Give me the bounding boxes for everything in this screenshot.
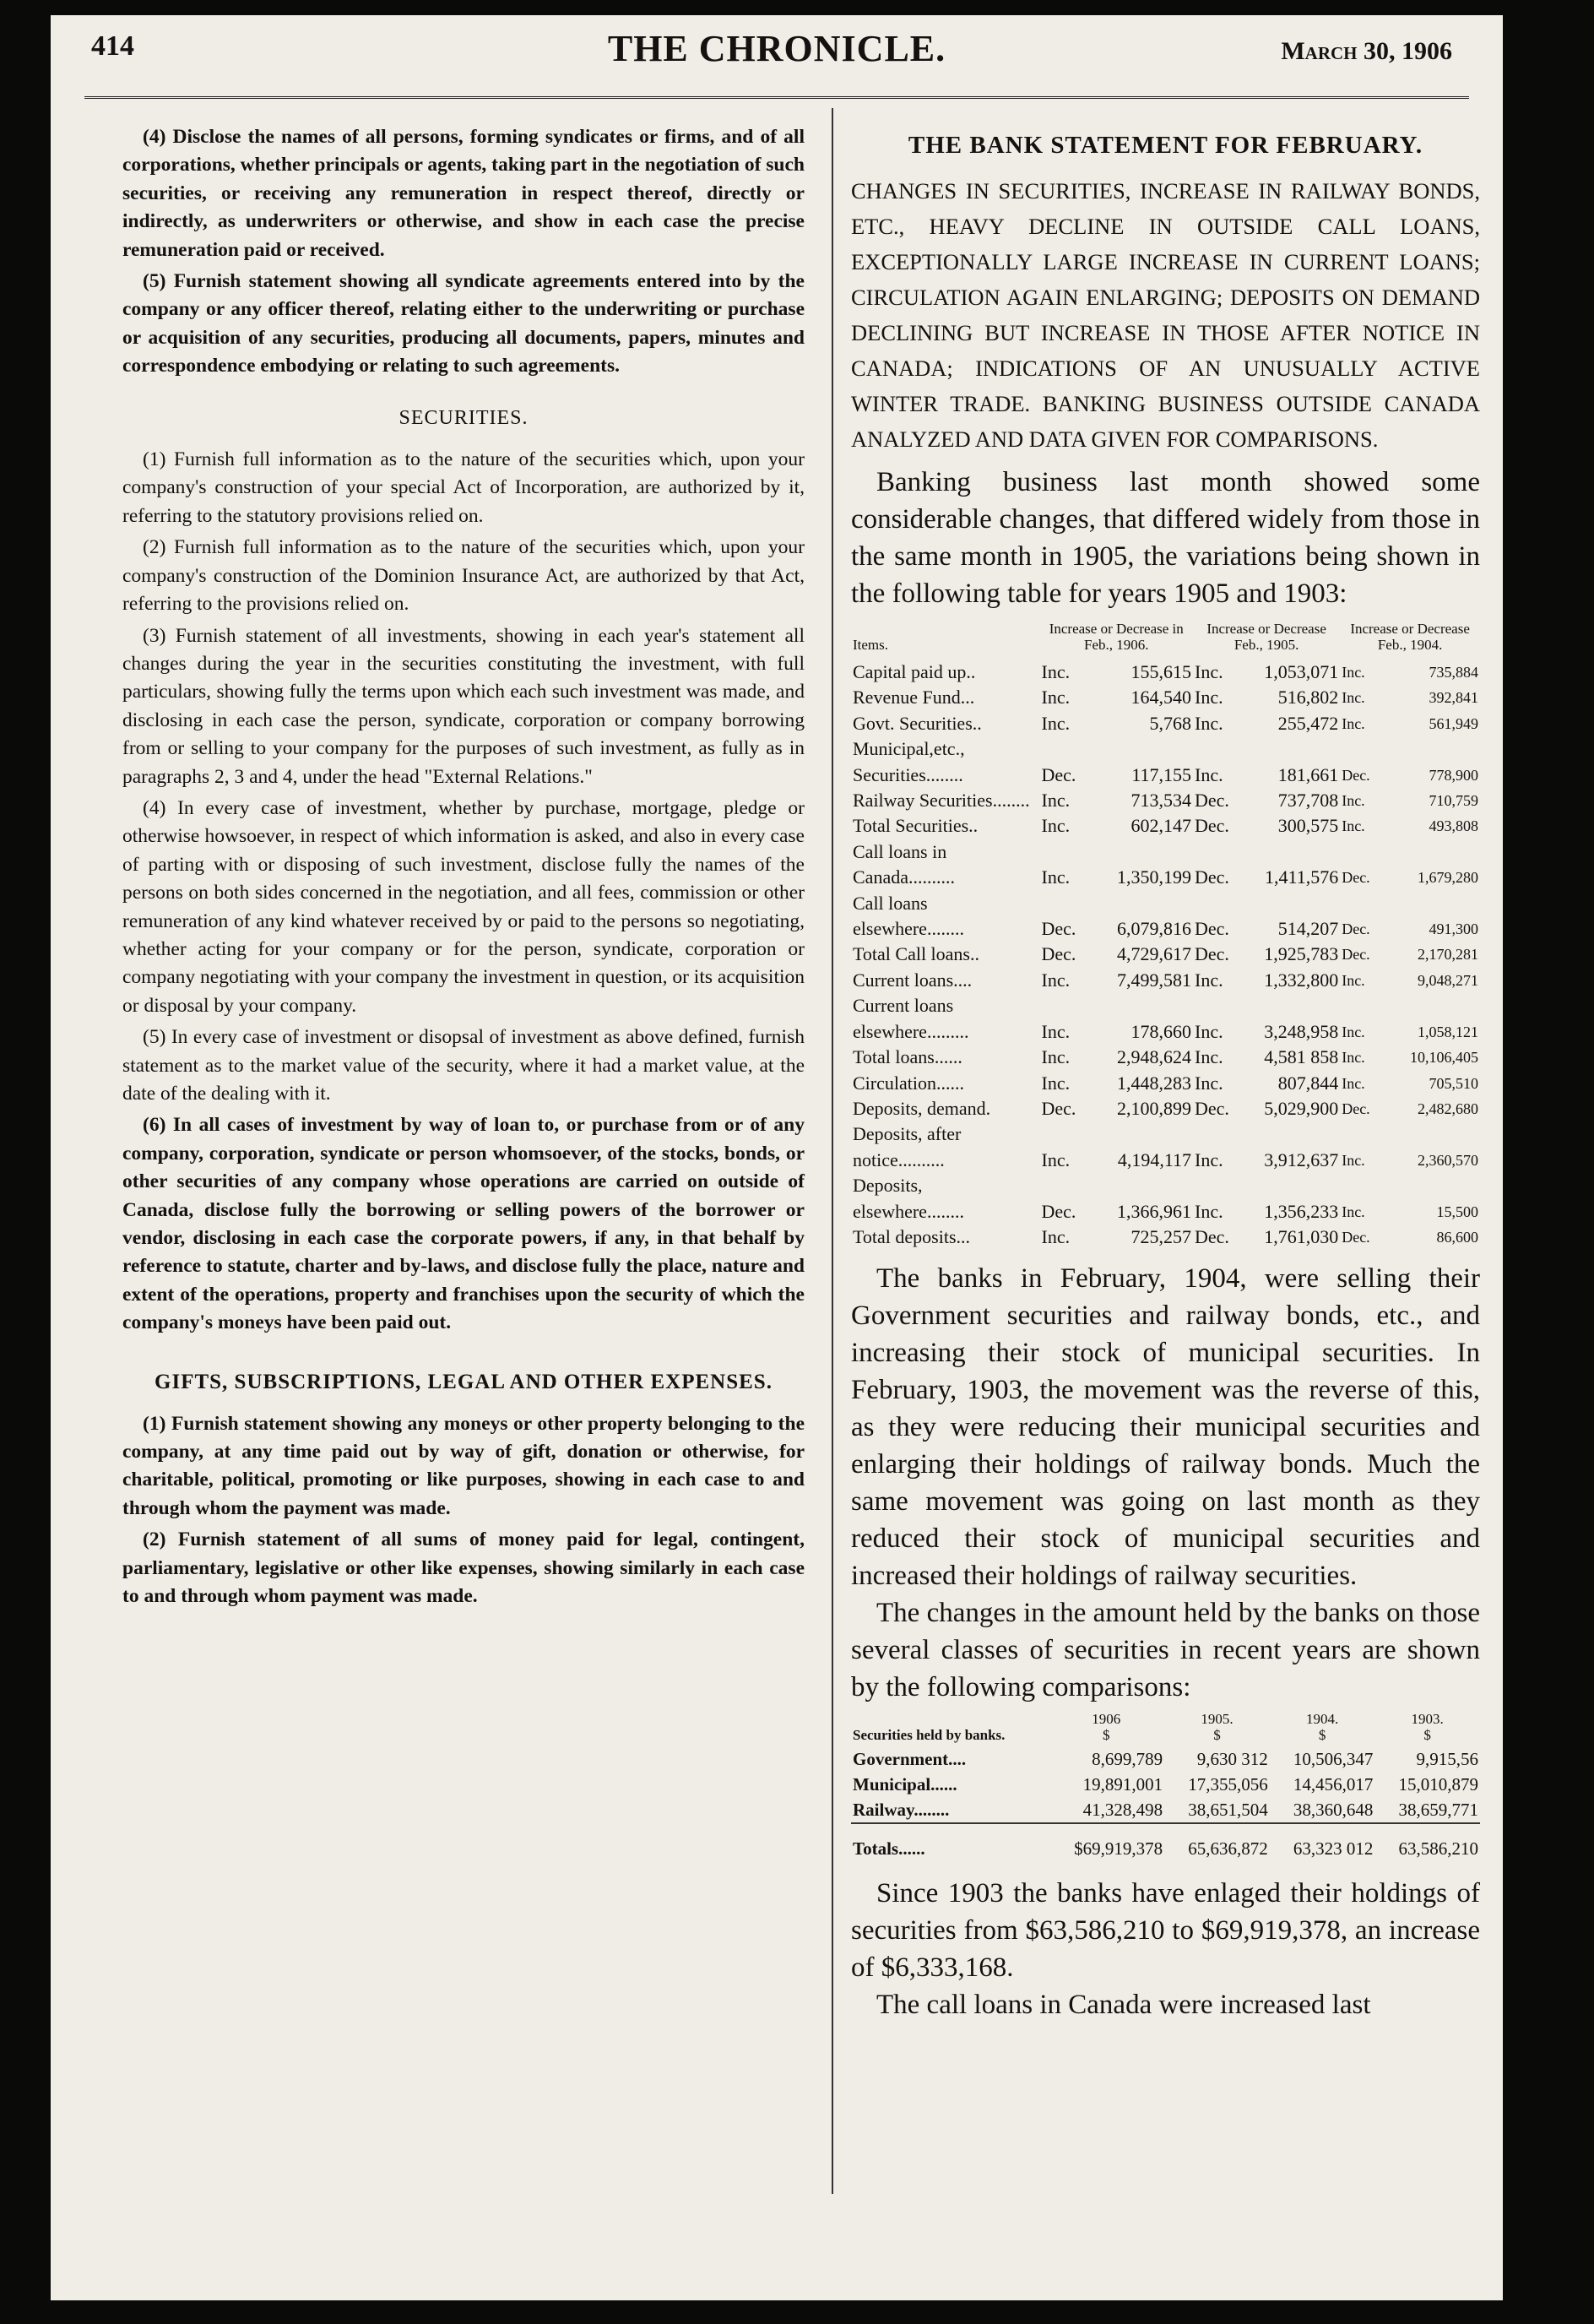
row-value: 4,729,617 [1117,943,1191,965]
row-direction: Dec. [1195,815,1229,837]
row-direction: Inc. [1342,1023,1365,1040]
row-direction: Inc. [1041,969,1071,991]
table-row [851,1746,1480,1772]
row-value: 4,194,117 [1117,1148,1191,1170]
column-divider [832,108,833,2194]
row-value: 807,844 [1277,1072,1339,1094]
row-value: 1,332,800 [1264,969,1339,991]
row-direction: Inc. [1342,1049,1365,1067]
column-header-year: 1904. $ [1305,1711,1339,1744]
row-direction: Dec. [1195,866,1229,888]
row-value: 255,472 [1277,712,1339,734]
paragraph: (1) Furnish full information as to the nature of the securities which, upon your company's construction of your special Act of Incorporation, are authorized by it, referring to the statutory provisions relied on. [122,448,805,527]
row-value: 491,300 [1429,920,1478,938]
row-value: 516,802 [1277,687,1339,709]
row-direction: Inc. [1041,1046,1071,1068]
row-value: 10,506,347 [1293,1749,1374,1770]
row-direction: Inc. [1041,712,1071,734]
row-value: 561,949 [1429,714,1478,732]
row-direction: Inc. [1342,1203,1365,1220]
row-value: 1,058,121 [1418,1023,1478,1040]
row-value: 38,360,648 [1293,1800,1374,1821]
table-row [851,1797,1480,1823]
row-value: 1,411,576 [1265,866,1339,888]
row-value: 1,356,233 [1264,1200,1339,1222]
column-header-1906: Increase or Decrease in Feb., 1906. [1049,621,1184,653]
right-column [851,132,1480,2023]
row-item-label: Railway Securities........ [853,790,1030,812]
row-value: 17,355,056 [1188,1774,1268,1795]
row-value: 514,207 [1277,918,1339,940]
row-direction: Inc. [1195,661,1223,682]
row-direction: Inc. [1342,817,1365,835]
paragraph: The changes in the amount held by the banks on those several classes of securities in recent years are shown by the following comparisons: [851,1598,1480,1703]
row-direction: Dec. [1342,1228,1370,1246]
row-value: 1,366,961 [1117,1200,1191,1222]
paragraph: (5) In every case of investment or disopsal of investment as above defined, furnish statement as to the market value of the security, where it had a market value, at the date of the dealing with it. [122,1026,805,1105]
row-direction: Inc. [1195,1148,1223,1170]
bank-changes-table [851,621,1480,1250]
row-value: 710,759 [1429,792,1478,810]
row-direction: Inc. [1041,661,1071,682]
paragraph: Banking business last month showed some considerable changes, that differed widely from those in the same month in 1905, the variations being shown in the following table for years 1905 and 1903: [851,467,1480,609]
row-value: 9,915,56 [1416,1749,1478,1770]
header-rule [84,96,1469,99]
total-value: $69,919,378 [1048,1823,1164,1861]
row-value: 86,600 [1436,1228,1478,1246]
row-direction: Inc. [1342,1074,1365,1092]
row-item-label: Deposits, after notice.......... [853,1123,962,1170]
row-direction: Dec. [1195,1225,1229,1247]
row-direction: Inc. [1041,1072,1071,1094]
row-value: 7,499,581 [1117,969,1191,991]
table-row [851,993,1480,1045]
row-item-label: Total Securities.. [853,815,979,837]
row-direction: Inc. [1041,790,1071,812]
paragraph: (2) Furnish full information as to the nature of the securities which, upon your company's construction of the Dominion Insurance Act, are authorized by that Act, referring to the provisions relied on. [122,536,805,616]
row-item-label: Municipal,etc., Securities........ [853,738,965,785]
row-value: 41,328,498 [1082,1800,1163,1821]
table-header-row [851,621,1480,660]
row-value: 1,679,280 [1418,869,1478,887]
total-value: 63,323 012 [1270,1823,1375,1861]
row-value: 2,948,624 [1117,1046,1191,1068]
row-value: 19,891,001 [1082,1774,1163,1795]
row-direction: Inc. [1342,689,1365,707]
row-direction: Inc. [1342,664,1365,681]
paragraph: (6) In all cases of investment by way of loan to, or purchase from or of any company, corporation, syndicate or person whomsoever, of the stocks, bonds, or other securities of any company whose operations are carried on outside of Canada, disclose fully the borrowing or selling powers of the borrower or vendor, disclosing in each case the corporate powers, if any, in that behalf by reference to statute, charter and by-laws, and disclose fully the place, nature and extent of the operations, property and franchises upon the security of which the company's moneys have been paid out. [122,1114,805,1334]
table-row [851,1096,1480,1121]
row-direction: Inc. [1342,792,1365,810]
column-header-label: Securities held by banks. [853,1727,1006,1744]
table-row [851,788,1480,813]
row-item-label: Circulation...... [853,1072,964,1094]
row-value: 1,761,030 [1264,1225,1339,1247]
row-value: 705,510 [1429,1074,1478,1092]
row-direction: Dec. [1342,1100,1370,1117]
totals-row [851,1823,1480,1861]
table-header-row [851,1711,1480,1746]
row-direction: Dec. [1041,918,1076,940]
issue-date: March 30, 1906 [1281,37,1452,65]
table-row [851,813,1480,839]
row-direction: Inc. [1041,687,1071,709]
row-direction: Dec. [1342,869,1370,887]
row-label: Government.... [853,1749,967,1770]
row-direction: Inc. [1342,971,1365,989]
paragraph: (2) Furnish statement of all sums of money paid for legal, contingent, parliamentary, legislative or other like expenses, showing similarly in each case to and through whom payment was made. [122,1529,805,1608]
row-direction: Dec. [1041,1200,1076,1222]
row-value: 9,630 312 [1196,1749,1268,1770]
row-value: 300,575 [1277,815,1339,837]
row-label: Railway........ [853,1800,950,1821]
table-row [851,1121,1480,1173]
table-row [851,839,1480,891]
row-value: 778,900 [1429,766,1478,784]
row-value: 1,350,199 [1117,866,1191,888]
row-value: 164,540 [1130,687,1191,709]
row-value: 15,500 [1436,1203,1478,1220]
row-direction: Dec. [1342,766,1370,784]
total-value: 63,586,210 [1374,1823,1480,1861]
row-value: 602,147 [1130,815,1191,837]
row-value: 15,010,879 [1398,1774,1478,1795]
table-row [851,1045,1480,1070]
paragraph: (4) Disclose the names of all persons, forming syndicates or firms, and of all corporations, whether principals or agents, taking part in the negotiation of such securities, or receiving any remuneration in respect thereof, directly or indirectly, as underwriters or otherwise, and show in each case the precise remuneration paid or received. [122,126,805,261]
row-value: 1,053,071 [1264,661,1339,682]
row-direction: Inc. [1041,815,1071,837]
paragraph: Since 1903 the banks have enlaged their holdings of securities from $63,586,210 to $69,919,378, an increase of $6,333,168. [851,1878,1480,1984]
row-value: 1,448,283 [1117,1072,1191,1094]
table-row [851,1173,1480,1224]
row-direction: Inc. [1041,1148,1071,1170]
row-direction: Dec. [1195,790,1229,812]
row-value: 38,659,771 [1398,1800,1478,1821]
paragraph: (4) In every case of investment, whether by purchase, mortgage, pledge or otherwise howsoever, in respect of which information is asked, and also in every case of parting with or disposing of such investment, disclose fully the names of the persons on both sides concerned in the negotiation, and all fees, commission or other remuneration of any kind whatever received by or paid to the persons so negotiating, whether acting for your company or for the person, syndicate, corporation or company negotiating with your company the investment in question, or its acquisition or disposal by your company. [122,796,805,1017]
row-value: 2,170,281 [1418,946,1478,964]
column-header-year: 1905. $ [1201,1711,1233,1744]
row-item-label: Current loans.... [853,969,973,991]
row-value: 737,708 [1277,790,1339,812]
table-row [851,685,1480,710]
left-column [122,123,805,1615]
row-direction: Dec. [1041,1097,1076,1119]
row-value: 178,660 [1130,1020,1191,1042]
row-direction: Dec. [1195,1097,1229,1119]
newspaper-page [51,15,1503,2300]
row-direction: Dec. [1195,918,1229,940]
row-value: 2,482,680 [1418,1100,1478,1117]
row-value: 155,615 [1130,661,1191,682]
row-direction: Inc. [1195,763,1223,785]
paragraph: The banks in February, 1904, were selling their Government securities and railway bonds, etc., and increasing their stock of municipal securities. In February, 1903, the movement was the reverse of this, as they were reducing their municipal securities and enlarging their holdings of railway bonds. Much the same movement was going on last month as they reduced their stock of municipal securities and increased their holdings of railway securities. [851,1263,1480,1592]
row-value: 8,699,789 [1092,1749,1163,1770]
row-direction: Dec. [1041,943,1076,965]
table-row [851,1224,1480,1250]
row-value: 117,155 [1131,763,1191,785]
row-direction: Inc. [1195,1046,1223,1068]
table-row [851,1772,1480,1797]
paragraph: (5) Furnish statement showing all syndicate agreements entered into by the company or any officer thereof, relating either to the underwriting or purchase or acquisition of any securities, producing all documents, papers, minutes and correspondence embodying or relating to such agreements. [122,270,805,377]
table-row [851,736,1480,788]
securities-comparison-table [851,1711,1480,1861]
row-item-label: Deposits, demand. [853,1097,991,1119]
table-row [851,660,1480,685]
row-item-label: Govt. Securities.. [853,712,982,734]
row-value: 725,257 [1130,1225,1191,1247]
column-header-1905: Increase or Decrease Feb., 1905. [1206,621,1326,653]
row-value: 392,841 [1429,689,1478,707]
table-row [851,968,1480,993]
row-item-label: Revenue Fund... [853,687,975,709]
column-header-year: 1906 $ [1092,1711,1121,1744]
row-item-label: Total Call loans.. [853,943,979,965]
row-direction: Inc. [1041,866,1071,888]
row-value: 181,661 [1277,763,1339,785]
row-value: 14,456,017 [1293,1774,1374,1795]
row-value: 5,029,900 [1264,1097,1339,1119]
row-value: 4,581 858 [1264,1046,1339,1068]
article-title: THE BANK STATEMENT FOR FEBRUARY. [908,132,1423,159]
row-value: 2,100,899 [1117,1097,1191,1119]
column-header-items: Items. [853,637,889,653]
row-value: 1,925,783 [1264,943,1339,965]
row-value: 6,079,816 [1117,918,1191,940]
row-item-label: Deposits, elsewhere........ [853,1175,964,1222]
paragraph: (1) Furnish statement showing any moneys or other property belonging to the company, at any time paid out by way of gift, donation or otherwise, for charitable, political, promoting or like purposes, showing in each case to and through whom the payment was made. [122,1412,805,1519]
table-row [851,711,1480,736]
row-item-label: Current loans elsewhere......... [853,995,969,1042]
row-value: 38,651,504 [1188,1800,1268,1821]
row-label: Municipal...... [853,1774,957,1795]
row-direction: Dec. [1041,763,1076,785]
article-subhead: CHANGES IN SECURITIES, INCREASE IN RAILWAY BONDS, ETC., HEAVY DECLINE IN OUTSIDE CALL LOANS, EXCEPTIONALLY LARGE INCREASE IN CURRENT LOANS; CIRCULATION AGAIN ENLARGING; DEPOSITS ON DEMAND DECLINING BUT INCREASE IN THOSE AFTER NOTICE IN CANADA; INDICATIONS OF AN UNUSUALLY ACTIVE WINTER TRADE. BANKING BUSINESS OUTSIDE CANADA ANALYZED AND DATA GIVEN FOR COMPARISONS. [851,178,1480,452]
paragraph: (3) Furnish statement of all investments, showing in each year's statement all changes during the year in the securities constituting the investment, with full particulars, showing fully the terms upon which each such investment was made, and disclosing in each case the person, syndicate, corporation or company borrowing from or selling to your company for the purposes of such investment, as fully as in paragraphs 2, 3 and 4, under the head "External Relations." [122,624,805,788]
table-row [851,891,1480,942]
row-direction: Inc. [1195,969,1223,991]
row-item-label: Call loans elsewhere........ [853,892,964,940]
table-row [851,942,1480,967]
row-direction: Inc. [1195,1200,1223,1222]
page-number: 414 [91,30,134,62]
row-value: 9,048,271 [1418,971,1478,989]
paper-title: THE CHRONICLE. [607,28,946,69]
row-direction: Dec. [1195,943,1229,965]
row-value: 10,106,405 [1410,1049,1478,1067]
row-value: 713,534 [1130,790,1191,812]
row-direction: Inc. [1342,714,1365,732]
row-item-label: Call loans in Canada.......... [853,840,955,888]
totals-label: Totals...... [851,1823,1048,1861]
row-value: 5,768 [1149,712,1191,734]
row-value: 2,360,570 [1418,1151,1478,1169]
row-direction: Dec. [1342,920,1370,938]
row-item-label: Total deposits... [853,1225,971,1247]
row-item-label: Capital paid up.. [853,661,976,682]
row-value: 493,808 [1429,817,1478,835]
row-direction: Inc. [1195,687,1223,709]
row-value: 3,248,958 [1264,1020,1339,1042]
row-direction: Inc. [1342,1151,1365,1169]
section-heading-gifts: GIFTS, SUBSCRIPTIONS, LEGAL AND OTHER EXPENSES. [155,1370,773,1393]
column-header-year: 1903. $ [1411,1711,1444,1744]
row-item-label: Total loans...... [853,1046,962,1068]
row-value: 735,884 [1429,664,1478,681]
page-header [51,15,1503,83]
table-row [851,1071,1480,1096]
row-direction: Inc. [1195,1072,1223,1094]
section-heading-securities: SECURITIES. [398,406,529,429]
row-direction: Dec. [1342,946,1370,964]
total-value: 65,636,872 [1164,1823,1270,1861]
row-direction: Inc. [1041,1020,1071,1042]
column-header-1904: Increase or Decrease Feb., 1904. [1350,621,1470,653]
row-direction: Inc. [1195,712,1223,734]
paragraph: The call loans in Canada were increased last [876,1990,1371,2021]
row-value: 3,912,637 [1264,1148,1339,1170]
row-direction: Inc. [1195,1020,1223,1042]
row-direction: Inc. [1041,1225,1071,1247]
